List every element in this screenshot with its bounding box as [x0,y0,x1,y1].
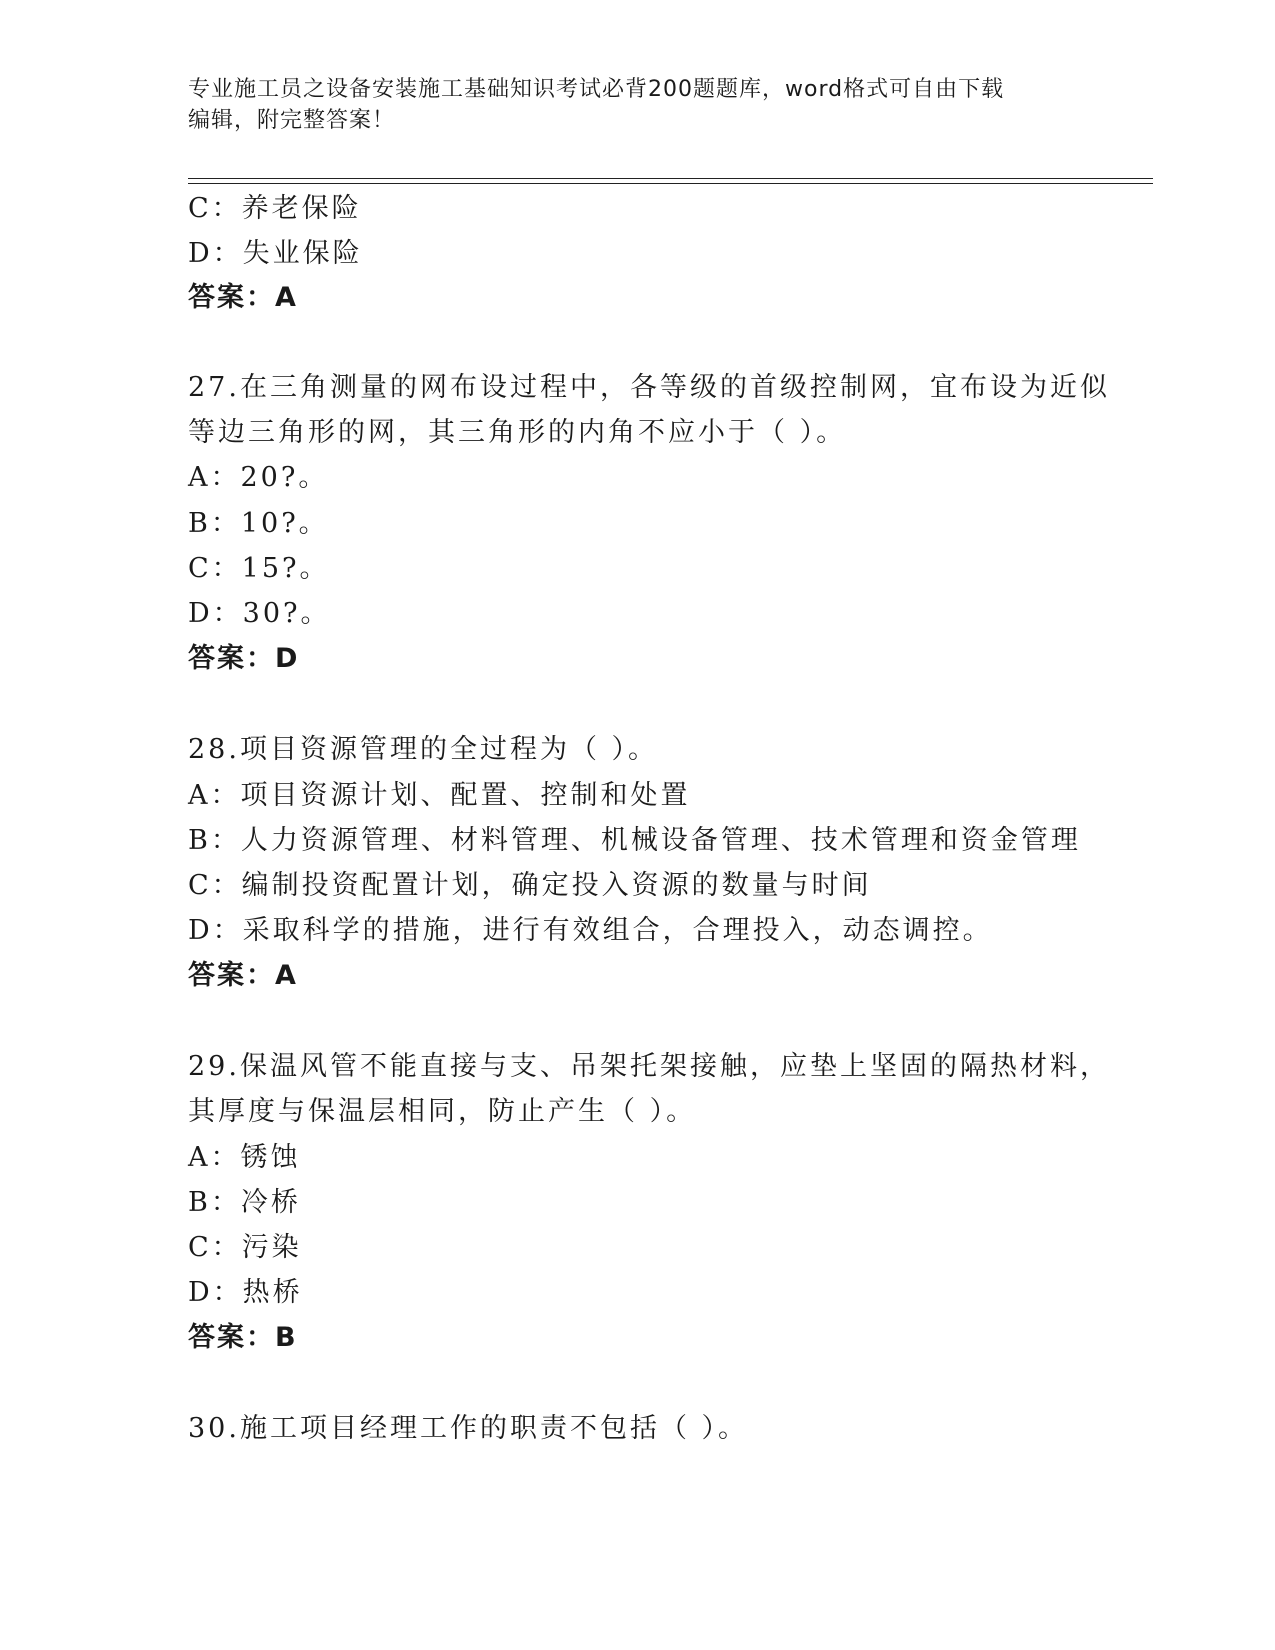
option-d: D：采取科学的措施，进行有效组合，合理投入，动态调控。 [188,915,993,946]
question-29-text-line-1: 29.保温风管不能直接与支、吊架托架接触，应垫上坚固的隔热材料， [188,1051,1110,1082]
answer-line: 答案：A [188,282,298,313]
header-divider-bottom [188,183,1153,184]
option-a: A：锈蚀 [188,1142,301,1173]
header-title-line-1: 专业施工员之设备安装施工基础知识考试必背200题题库，word格式可自由下载 [188,77,1005,102]
question-27-text-line-2: 等边三角形的网，其三角形的内角不应小于（ ）。 [188,417,847,448]
option-c: C：编制投资配置计划，确定投入资源的数量与时间 [188,870,872,901]
option-c: C：养老保险 [188,193,362,224]
question-30-text: 30.施工项目经理工作的职责不包括（ ）。 [188,1413,749,1444]
answer-line: 答案：B [188,1322,298,1353]
answer-line: 答案：A [188,960,298,991]
header-title-line-2: 编辑，附完整答案！ [188,108,396,133]
option-a: A：项目资源计划、配置、控制和处置 [188,780,691,811]
question-29-text-line-2: 其厚度与保温层相同，防止产生（ ）。 [188,1096,697,1127]
option-b: B：10?。 [188,508,329,539]
option-a: A：20?。 [188,462,329,493]
option-b: B：冷桥 [188,1187,301,1218]
option-c: C：污染 [188,1232,302,1263]
option-d: D：失业保险 [188,238,363,269]
answer-line: 答案：D [188,643,300,674]
header-divider-top [188,178,1153,179]
question-27-text-line-1: 27.在三角测量的网布设过程中，各等级的首级控制网，宜布设为近似 [188,372,1110,403]
option-d: D：30?。 [188,598,331,629]
option-c: C：15?。 [188,553,330,584]
document-header [188,74,1088,136]
option-b: B：人力资源管理、材料管理、机械设备管理、技术管理和资金管理 [188,825,1081,856]
question-28-text: 28.项目资源管理的全过程为（ ）。 [188,734,659,765]
option-d: D：热桥 [188,1277,303,1308]
